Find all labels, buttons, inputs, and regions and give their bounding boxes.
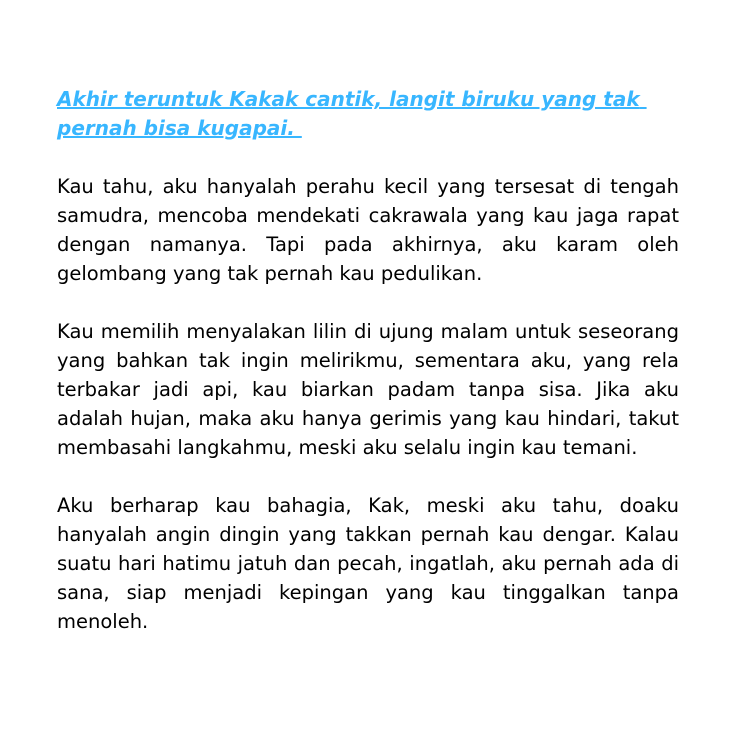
paragraph-2: Kau memilih menyalakan lilin di ujung malam untuk seseorang yang bahkan tak ingin melirikmu, sementara aku, yang rela terbakar jadi api, kau biarkan padam tanpa sisa. Jika aku adalah hujan, maka aku hanya gerimis yang kau hindari, takut membasahi langkahmu, meski aku selalu ingin kau temani. xyxy=(57,320,679,459)
paragraph-3: Aku berharap kau bahagia, Kak, meski aku tahu, doaku hanyalah angin dingin yang takkan pernah kau dengar. Kalau suatu hari hatimu jatuh dan pecah, ingatlah, aku pernah ada di sana, siap menjadi kepingan yang kau tinggalkan tanpa menoleh. xyxy=(57,494,679,633)
paragraph-1: Kau tahu, aku hanyalah perahu kecil yang tersesat di tengah samudra, mencoba mendekati cakrawala yang kau jaga rapat dengan namanya. Tapi pada akhirnya, aku karam oleh gelombang yang tak pernah kau pedulikan. xyxy=(57,175,679,285)
letter-page xyxy=(57,85,679,636)
letter-title: Akhir teruntuk Kakak cantik, langit biruku yang tak pernah bisa kugapai. xyxy=(57,87,647,140)
